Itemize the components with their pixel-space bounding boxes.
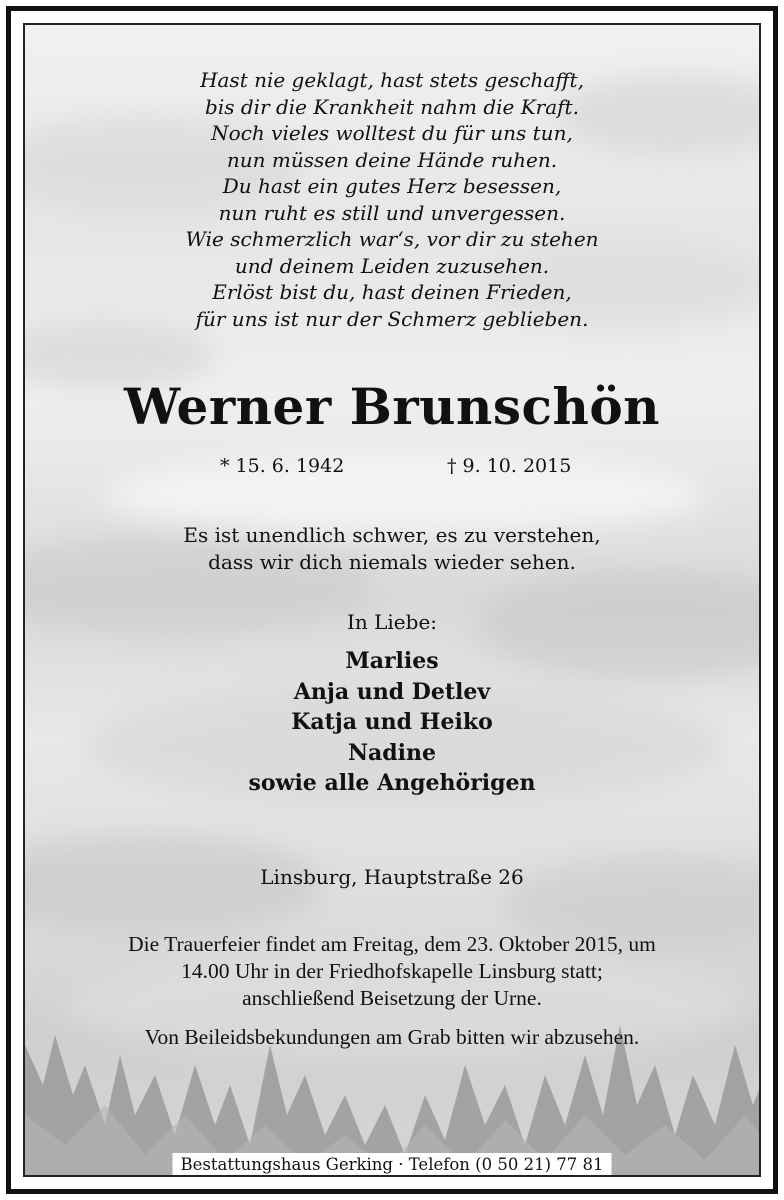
death-date: † 9. 10. 2015	[447, 455, 572, 477]
mourner-name: Katja und Heiko	[291, 709, 493, 735]
deceased-name: Werner Brunschön	[123, 377, 661, 436]
poem-line: für uns ist nur der Schmerz geblieben.	[195, 306, 589, 331]
condolences-note: Von Beileidsbekundungen am Grab bitten wir abzusehen.	[144, 1025, 640, 1049]
ceremony-line: Die Trauerfeier findet am Freitag, dem 23. Oktober 2015, um	[128, 932, 656, 956]
ceremony-info	[25, 931, 759, 1012]
poem-line: Erlöst bist du, hast deinen Frieden,	[212, 280, 572, 304]
obituary-notice	[6, 6, 778, 1194]
poem-line: Du hast ein gutes Herz besessen,	[222, 174, 562, 198]
poem-line: nun ruht es still und unvergessen.	[218, 200, 566, 225]
poem-line: nun müssen deine Hände ruhen.	[226, 147, 558, 172]
address: Linsburg, Hauptstraße 26	[260, 865, 524, 889]
poem-line: Wie schmerzlich war‘s, vor dir zu stehen	[185, 227, 599, 251]
ceremony-line: 14.00 Uhr in der Friedhofskapelle Linsburg statt;	[181, 959, 603, 983]
notice-inner-frame	[23, 23, 761, 1177]
poem-line: Noch vieles wolltest du für uns tun,	[211, 121, 573, 145]
verse-line: dass wir dich niemals wieder sehen.	[208, 550, 576, 574]
mourners-list	[25, 646, 759, 799]
poem-line: bis dir die Krankheit nahm die Kraft.	[205, 94, 579, 119]
mourner-name: Marlies	[345, 648, 439, 674]
verse-line: Es ist unendlich schwer, es zu verstehen,	[183, 523, 601, 547]
ceremony-line: anschließend Beisetzung der Urne.	[242, 986, 542, 1010]
mourners-label: In Liebe:	[346, 610, 438, 634]
mourner-name: Anja und Detlev	[293, 678, 491, 705]
birth-date: * 15. 6. 1942	[220, 455, 345, 477]
verse	[25, 522, 759, 576]
poem-line: Hast nie geklagt, hast stets geschafft,	[200, 68, 584, 92]
poem	[25, 67, 759, 332]
mourner-name: sowie alle Angehörigen	[248, 770, 536, 796]
poem-line: und deinem Leiden zuzusehen.	[234, 253, 550, 278]
undertaker-footer: Bestattungshaus Gerking · Telefon (0 50 21) 77 81	[173, 1153, 612, 1177]
mourner-name: Nadine	[347, 739, 437, 766]
